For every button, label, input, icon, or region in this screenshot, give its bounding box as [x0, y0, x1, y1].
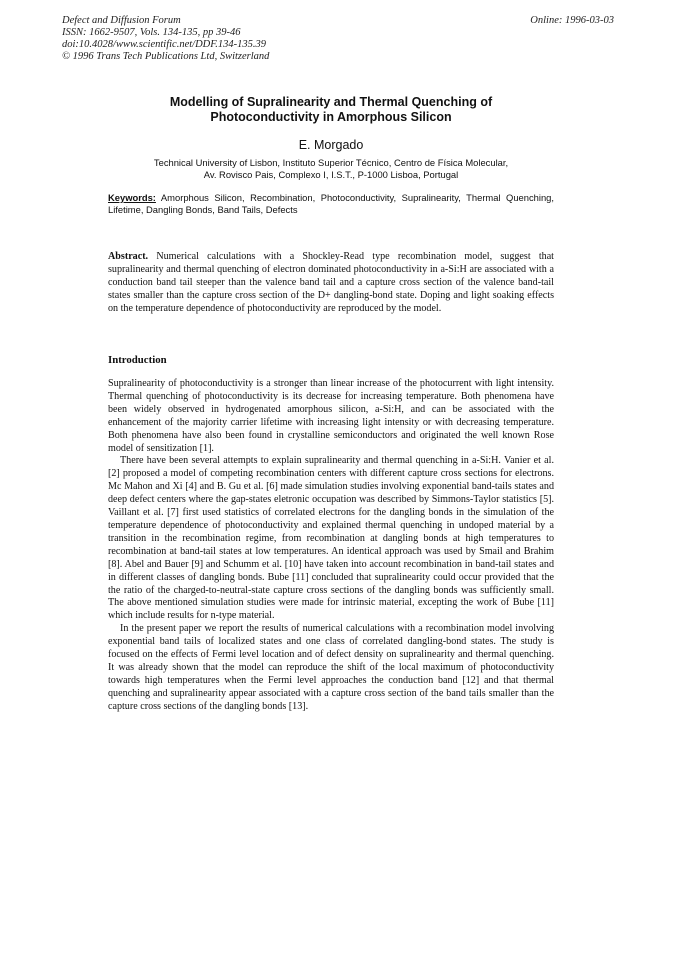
keywords-label: Keywords:	[108, 192, 156, 203]
title-line-2: Photoconductivity in Amorphous Silicon	[210, 110, 452, 124]
section-heading-introduction: Introduction	[108, 354, 167, 366]
affiliation	[108, 157, 554, 181]
affiliation-line-1: Technical University of Lisbon, Instituto Superior Técnico, Centro de Física Molecular,	[153, 157, 509, 168]
title-line-1: Modelling of Supralinearity and Thermal Quenching of	[169, 95, 493, 109]
introduction-body	[108, 378, 554, 714]
journal-citation	[62, 15, 269, 63]
journal-copyright: © 1996 Trans Tech Publications Ltd, Switzerland	[62, 51, 270, 62]
author-name: E. Morgado	[298, 138, 364, 152]
journal-doi: doi:10.4028/www.scientific.net/DDF.134-135.39	[62, 39, 267, 50]
affiliation-line-2: Av. Rovisco Pais, Complexo I, I.S.T., P-1000 Lisboa, Portugal	[203, 169, 459, 180]
keywords-text: Amorphous Silicon, Recombination, Photoconductivity, Supralinearity, Thermal Quenching, Lifetime, Dangling Bonds, Band Tails, Defects	[108, 192, 554, 215]
keywords-block	[108, 192, 554, 216]
abstract-label: Abstract.	[108, 251, 149, 262]
journal-issn: ISSN: 1662-9507, Vols. 134-135, pp 39-46	[62, 27, 241, 38]
intro-paragraph-2: There have been several attempts to explain supralinearity and thermal quenching in a-Si:H. Vanier et al. [2] proposed a model of competing recombination centers with different capture cross sections for electrons. Mc Mahon and Xi [4] and B. Gu et al. [6] made simulation studies involving exponential band-tails states and deep defect centers where the gap-states eletronic occupation was described by Simmons-Taylor statistics [5]. Vaillant et al. [7] first used statistics of correlated electrons for the dangling bonds in the simulation of the temperature dependence of photoconductivity and explained thermal quenching in undoped material by a transition in the recombination regime, from recombination at dangling bonds at high temperatures to recombination at band-tail states at low temperatures. An identical approach was used by Smail and Brahim [8]. Abel and Bauer [9] and Schumm et al. [10] have taken into account recombination in band-tail states and in different classes of dangling bonds. Bube [11] concluded that supralinearity could occur provided that the the ratio of the charged-to-neutral-state capture cross sections of the dangling bonds was sufficiently small. The above mentioned simulation studies were made for intrinsic material, excepting the work of Bube [11] which include results for n-type material.	[108, 455, 554, 622]
online-date: Online: 1996-03-03	[530, 15, 614, 26]
paper-title	[108, 95, 554, 125]
journal-name: Defect and Diffusion Forum	[62, 15, 181, 26]
abstract-text: Numerical calculations with a Shockley-Read type recombination model, suggest that supralinearity and thermal quenching of electron dominated photoconductivity in a-Si:H are associated with a conduction band tail steeper than the valence band tail and a capture cross section of the valence band-tail states smaller than the capture cross section of the D+ dangling-bond state. Doping and light soaking effects on the temperature dependence of photoconductivity are reproduced by the model.	[108, 251, 554, 314]
intro-paragraph-1: Supralinearity of photoconductivity is a stronger than linear increase of the photocurrent with light intensity. Thermal quenching of photoconductivity is its decrease for increasing temperature. Both phenomena have been widely observed in hydrogenated amorphous silicon, a-Si:H, and can be associated with the enhancement of the majority carrier lifetime with increasing light intensity or with decreasing temperature. Both phenomena have also been found in crystalline semiconductors and originated the well known Rose model of sensitization [1].	[108, 378, 554, 454]
intro-paragraph-3: In the present paper we report the results of numerical calculations with a recombination model involving exponential band tails of localized states and one class of correlated dangling-bond states. The study is focused on the effects of Fermi level location and of defect density on supralinearity and thermal quenching. It was already shown that the model can reproduce the shift of the local maximum of photoconductivity towards high temperatures when the Fermi level approaches the conduction band [12] and that thermal quenching and supralinearity appear associated with a capture cross section of the band tails smaller than the capture cross sections of the dangling bonds [13].	[108, 623, 554, 712]
abstract-block	[108, 251, 554, 316]
